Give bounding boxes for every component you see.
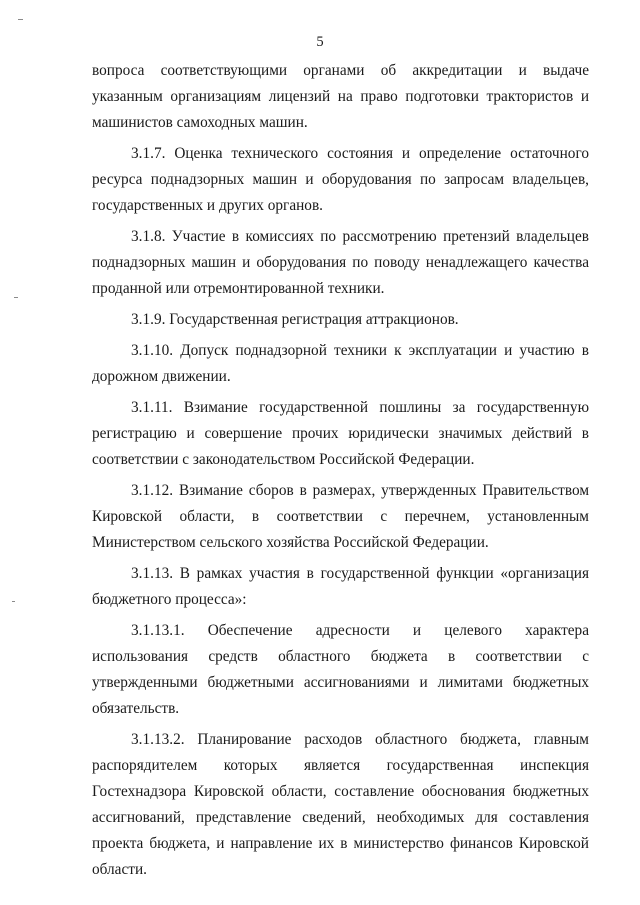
paragraph-3-1-11: 3.1.11. Взимание государственной пошлины за государственную регистрацию и совершение прочих юридически значимых действий в соответствии с законодательством Российской Федерации. bbox=[92, 399, 589, 468]
scan-mark bbox=[18, 19, 23, 20]
paragraph-continuation: вопроса соответствующими органами об аккредитации и выдаче указанным организациям лицензий на право подготовки трактористов и машинистов самоходных машин. bbox=[92, 62, 589, 131]
paragraph-3-1-10: 3.1.10. Допуск поднадзорной техники к эксплуатации и участию в дорожном движении. bbox=[92, 342, 589, 385]
paragraph-3-1-9: 3.1.9. Государственная регистрация аттракционов. bbox=[131, 311, 459, 328]
paragraph-3-1-13-1: 3.1.13.1. Обеспечение адресности и целевого характера использования средств областного бюджета в соответствии с утвержденными бюджетными ассигнованиями и лимитами бюджетных обязательств. bbox=[92, 622, 589, 717]
paragraph-3-1-13: 3.1.13. В рамках участия в государственной функции «организация бюджетного процесса»: bbox=[92, 565, 589, 608]
page-number: 5 bbox=[316, 34, 324, 50]
paragraph-3-1-8: 3.1.8. Участие в комиссиях по рассмотрению претензий владельцев поднадзорных машин и оборудования по поводу ненадлежащего качества проданной или отремонтированной техники. bbox=[92, 228, 589, 297]
paragraph-3-1-13-2: 3.1.13.2. Планирование расходов областного бюджета, главным распорядителем которых является государственная инспекция Гостехнадзора Кировской области, составление обоснования бюджетных ассигнований, представление сведений, необходимых для составления проекта бюджета, и направление их в министерство финансов Кировской области. bbox=[92, 731, 589, 878]
paragraph-3-1-7: 3.1.7. Оценка технического состояния и определение остаточного ресурса поднадзорных машин и оборудования по запросам владельцев, государственных и других органов. bbox=[92, 145, 589, 214]
paragraph-3-1-12: 3.1.12. Взимание сборов в размерах, утвержденных Правительством Кировской области, в соответствии с перечнем, установленным Министерством сельского хозяйства Российской Федерации. bbox=[92, 482, 589, 551]
document-body bbox=[92, 58, 589, 888]
scan-mark bbox=[14, 297, 18, 298]
scan-mark bbox=[12, 601, 15, 602]
